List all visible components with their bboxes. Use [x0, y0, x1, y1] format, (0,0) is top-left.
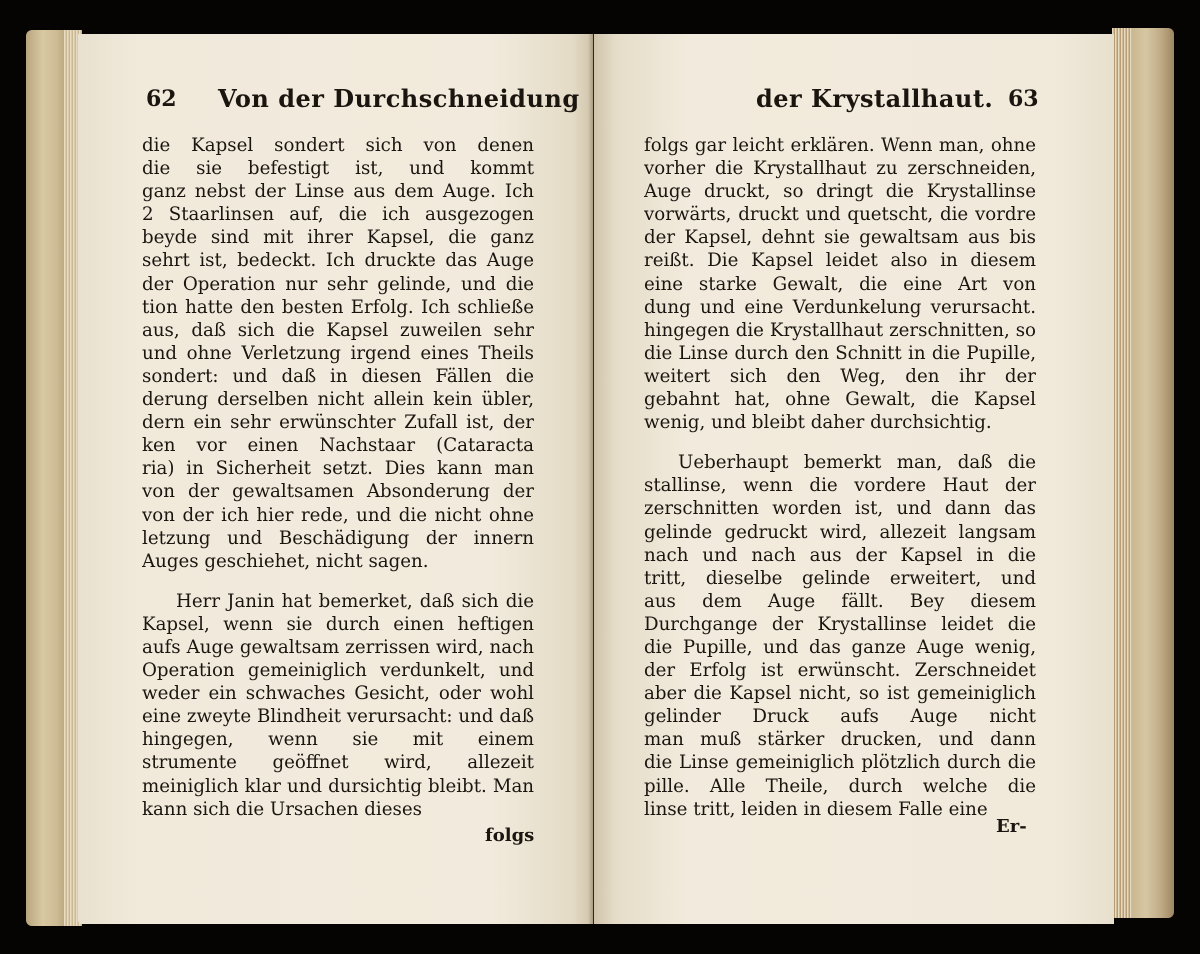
text-line: die Linse durch den Schnitt in die Pupille,	[644, 342, 1036, 364]
text-line: die Linse gemeiniglich plötzlich durch die	[644, 752, 1036, 774]
text-line: vorher die Krystallhaut zu zerschneiden,	[644, 158, 1036, 180]
body-text	[644, 134, 1036, 821]
text-line: sehrt ist, bedeckt. Ich druckte das Auge	[142, 250, 534, 272]
text-line: der Erfolg ist erwünscht. Zerschneidet	[644, 660, 1036, 682]
text-line: kann sich die Ursachen dieses	[142, 798, 422, 820]
catchword: Er-	[996, 816, 1027, 837]
running-head: Von der Durchschneidung	[218, 84, 580, 113]
text-line: strumente geöffnet wird, allezeit	[142, 752, 534, 774]
text-line: pille. Alle Theile, durch welche die	[644, 775, 1036, 797]
text-line: beyde sind mit ihrer Kapsel, die ganz	[142, 227, 534, 249]
text-line: Auges geschiehet, nicht sagen.	[142, 550, 429, 572]
text-line: Herr Janin hat bemerket, daß sich die	[176, 590, 534, 612]
text-line: weder ein schwaches Gesicht, oder wohl	[142, 683, 534, 705]
text-line: aus dem Auge fällt. Bey diesem	[644, 590, 1036, 612]
text-line: aber die Kapsel nicht, so ist gemeiniglich	[644, 683, 1036, 705]
text-line: 2 Staarlinsen auf, die ich ausgezogen	[142, 204, 534, 226]
text-line: gebahnt hat, ohne Gewalt, die Kapsel	[644, 389, 1036, 411]
text-line: reißt. Die Kapsel leidet also in diesem	[644, 250, 1036, 272]
text-line: hingegen die Krystallhaut zerschnitten, so	[644, 319, 1036, 341]
text-line: nach und nach aus der Kapsel in die	[644, 544, 1036, 566]
text-line: eine starke Gewalt, die eine Art von	[644, 273, 1036, 295]
text-line: und ohne Verletzung irgend eines Theils	[142, 342, 534, 364]
paragraph	[142, 134, 534, 573]
text-line: die Kapsel sondert sich von denen	[142, 135, 534, 156]
paragraph	[644, 134, 1036, 434]
text-line: ria) in Sicherheit setzt. Dies kann man	[142, 458, 534, 480]
text-line: weitert sich den Weg, den ihr der	[644, 365, 1036, 387]
text-line: aus, daß sich die Kapsel zuweilen sehr	[142, 319, 534, 341]
text-line: ganz nebst der Linse aus dem Auge. Ich	[142, 181, 534, 203]
left-page	[78, 34, 593, 924]
text-line: aufs Auge gewaltsam zerrissen wird, nach	[142, 636, 534, 658]
text-line: folgs gar leicht erklären. Wenn man, ohne	[644, 135, 1036, 156]
text-line: Auge druckt, so dringt die Krystallinse	[644, 181, 1036, 203]
text-line: der Kapsel, dehnt sie gewaltsam aus bis	[644, 227, 1036, 249]
text-line: gelinde gedruckt wird, allezeit langsam	[644, 521, 1036, 543]
body-text	[142, 134, 534, 821]
text-line: hingegen, wenn sie mit einem	[142, 729, 534, 751]
text-line: vorwärts, druckt und quetscht, die vordre	[644, 204, 1036, 226]
running-head: der Krystallhaut.	[756, 84, 994, 113]
text-line: derung derselben nicht allein kein übler,	[142, 389, 534, 411]
text-line: Kapsel, wenn sie durch einen heftigen	[142, 613, 534, 635]
text-line: eine zweyte Blindheit verursacht: und daß	[142, 706, 534, 728]
text-line: ken vor einen Nachstaar (Cataracta	[142, 435, 534, 457]
text-line: tritt, dieselbe gelinde erweitert, und	[644, 567, 1036, 589]
book-edge-right	[1112, 28, 1174, 918]
text-line: tion hatte den besten Erfolg. Ich schließe	[142, 296, 534, 318]
page-number: 63	[1008, 86, 1039, 112]
text-line: von der gewaltsamen Absonderung der	[142, 481, 534, 503]
text-line: die Pupille, und das ganze Auge wenig,	[644, 636, 1036, 658]
page-number: 62	[146, 86, 177, 112]
text-line: gelinder Druck aufs Auge nicht	[644, 706, 1036, 728]
text-line: dung und eine Verdunkelung verursacht.	[644, 296, 1036, 318]
paragraph	[142, 590, 534, 821]
text-line: dern ein sehr erwünschter Zufall ist, der	[142, 412, 534, 434]
text-line: linse tritt, leiden in diesem Falle eine	[644, 798, 988, 820]
text-line: Ueberhaupt bemerkt man, daß die	[678, 452, 1036, 474]
text-line: letzung und Beschädigung der innern	[142, 527, 534, 549]
text-line: stallinse, wenn die vordere Haut der	[644, 475, 1036, 497]
text-line: man muß stärker drucken, und dann	[644, 729, 1036, 751]
text-line: meiniglich klar und dursichtig bleibt. Man	[142, 775, 534, 797]
text-line: die sie befestigt ist, und kommt	[142, 158, 534, 180]
text-line: Durchgange der Krystallinse leidet die	[644, 613, 1036, 635]
text-line: sondert: und daß in diesen Fällen die	[142, 365, 534, 387]
text-line: wenig, und bleibt daher durchsichtig.	[644, 412, 992, 434]
book-edge-left	[26, 30, 82, 926]
text-line: Operation gemeiniglich verdunkelt, und	[142, 660, 534, 682]
paragraph	[644, 451, 1036, 821]
catchword: folgs	[485, 825, 535, 846]
right-page	[594, 34, 1114, 924]
text-line: der Operation nur sehr gelinde, und die	[142, 273, 534, 295]
text-line: zerschnitten worden ist, und dann das	[644, 498, 1036, 520]
text-line: von der ich hier rede, und die nicht ohne	[142, 504, 534, 526]
